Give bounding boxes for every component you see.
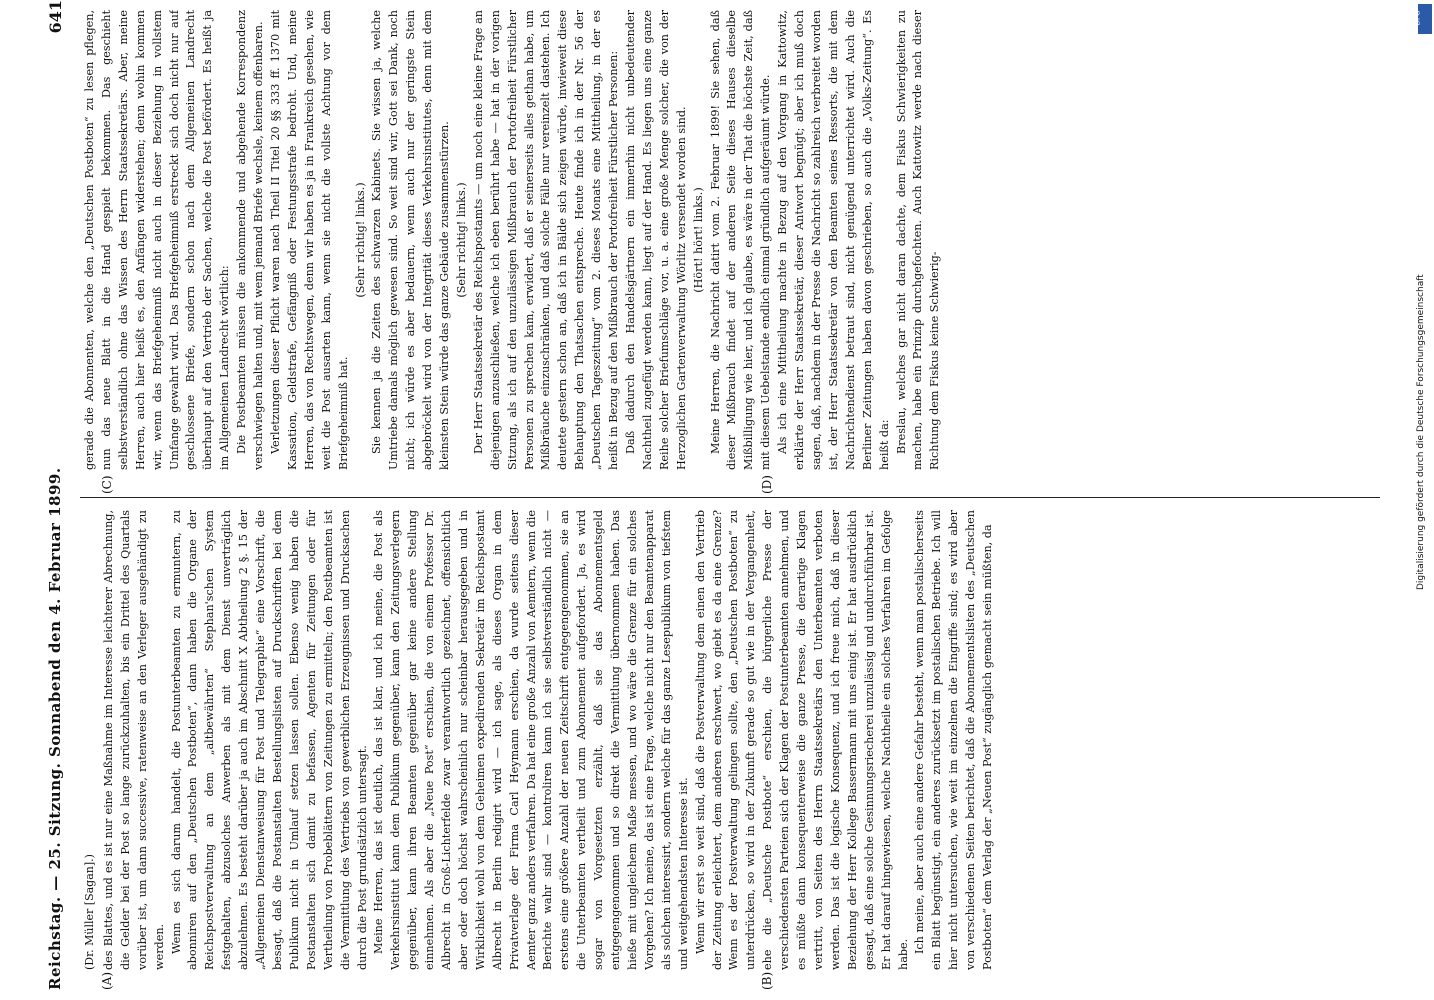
left-column [82,510,1382,970]
digitization-credit: Digitalisierung gefördert durch die Deutsche Forschungsgemeinschaft [1416,274,1426,590]
paragraph: Meine Herren, das ist deutlich, das ist klar, und ich meine, die Post als Verkehrsinstitut kann dem Publikum gegenüber, kann den Zeitungsverlegern gegenüber, kann ihren Beamten gegenüber gar keine andere Stellung einnehmen. Als aber die „Neue Post“ erschien, die von einem Professor Dr. Albrecht in Groß-Lichterfelde zwar verantwortlich gezeichnet, offensichtlich aber oder doch höchst wahrscheinlich nur scheinbar herausgegeben und in Wirklichkeit wohl von dem Geheimen expedirenden Sekretär im Reichspostamt Albrecht in Berlin redigirt wird — ich sage, als dieses Organ in dem Privatverlage der Firma Carl Heymann erschien, da wurde seitens dieser Aemter ganz anders verfahren. Da hat eine große Anzahl von Aemtern, wenn die Berichte wahr sind — kontroliren kann ich sie selbstverständlich nicht — erstens eine größere Anzahl der neuen Zeitschrift entgegengenommen, sie an die Unterbeamten vertheilt und zum Abonnement aufgefordert. Ja, es wird sogar von Vorgesetzten erzählt, daß sie das Abonnementsgeld entgegengenommen und so direkt die Vermittlung übernommen haben. Das hieße mit ungleichem Maße messen, und wo wäre die Grenze für ein solches Vorgehen? Ich meine, das ist eine Frage, welche nicht nur den Beamtenapparat als solchen interessirt, sondern welche für das ganze Lesepublikum von tiefstem und weitgehendsten Interesse ist. [372,510,690,970]
header-title: Reichstag. — 25. Sitzung. Sonnabend den 4. Februar 1899. [46,467,64,990]
running-header [40,0,74,990]
column-divider [80,497,1380,498]
dfg-logo-badge: DFG [1418,4,1432,34]
speaker-lead: (Dr. Müller [Sagan].) [83,854,96,970]
paragraph: Wenn es sich darum handelt, die Postunterbeamten zu ermuntern, zu abonniren auf den „Deutschen Postboten“, dann haben die Organe der Reichspostverwaltung an dem „altbewährten“ Stephan'schen System festgehalten, abzusolches Anwerben als mit dem Dienst unverträglich abzulehnen. Es besteht darüber ja auch im Abschnitt X Abtheilung 2 §. 15 der „Allgemeinen Dienstanweisung für Post und Telegraphie“ eine Vorschrift, die besagt, daß die Postanstalten Bestellungslisten auf Druckschriften bei dem Publikum nicht in Umlauf setzen lassen sollen. Ebenso wenig haben die Postanstalten sich damit zu befassen, Agenten für Zeitungen oder für Vertheilung von Probeblättern von Zeitungen zu ermitteln; den Postbeamten ist die Vermittlung des Vertriebs von gewerblichen Erzeugnissen und Drucksachen durch die Post grundsätzlich untersagt. [169,510,369,970]
paragraph: Verletzungen dieser Pflicht waren nach Theil II Titel 20 §§ 333 ff. 1370 mit Kassation, Geldstrafe, Gefängniß oder Festungsstrafe bedroht. Und, meine Herren, das von Rechtswegen, denn wir haben es ja in Frankreich gesehen, wie weit die Post ausarten kann, wenn sie nicht die vollste Achtung vor dem Briefgeheimniß hat. [268,10,350,470]
interjection: (Hört! hört! links.) [691,187,705,293]
page-number: 641 [46,0,65,34]
quotation: Daß dadurch den Handelsgärtnern ein immerhin nicht unbedeutender Nachtheil zugefügt werden kann, liegt auf der Hand. Es liegen uns eine ganze Reihe solcher Briefumschläge vor, u. a. eine große Menge solcher, die von der Herzoglichen Gartenverwaltung Wörlitz versendet worden sind. [624,10,688,470]
right-column [82,10,1382,470]
margin-marker-c: (C) [100,475,114,494]
interjection: (Sehr richtig! links.) [353,182,367,298]
quotation: Breslau, welches gar nicht daran dachte, dem Fiskus Schwierigkeiten zu machen, habe ein Prinzip durchgefochten. Auch Kattowitz werde nach dieser Richtung dem Fiskus keine Schwierig- [894,10,942,470]
paragraph: gerade die Abonnenten, welche den „Deutschen Postboten“ zu lesen pflegen, nun das neue Blatt in die Hand gespielt bekommen. Das geschieht selbstverständlich ohne das Wissen des Herrn Staatssekretärs. Aber, meine Herren, auch hier heißt es, den Anfängen widerstehen; denn wohin kommen wir, wenn das Briefgeheimniß nicht auch in dieser Beziehung in vollstem Umfange gewahrt wird. Das Briefgeheimniß erstreckt sich doch nicht nur auf geschlossene Briefe, sondern schon nach dem Allgemeinen Landrecht überhaupt auf den Vertrieb der Sachen, welche die Post befördert. Es heißt ja im Allgemeinen Landrecht wörtlich: [83,10,232,470]
margin-marker-b: (B) [760,971,774,990]
paragraph: Als ich eine Mittheilung machte in Bezug auf den Vorgang in Kattowitz, erklärte der Herr Staatssekretär, dieser Antwort begnügt; aber ich muß doch sagen, daß, nachdem in der Presse die Nachricht so zahlreich verbreitet worden ist, der Herr Staatssekretär von den Beamten seines Ressorts, die mit dem Nachrichtendienst betraut sind, nicht genügend unterrichtet wird. Auch die Berliner Zeitungen haben davon geschrieben, so auch die „Volks-Zeitung“. Es heißt da: [776,10,891,470]
paragraph: Wenn wir erst so weit sind, daß die Postverwaltung dem einen den Vertrieb der Zeitung erleichtert, dem anderen erschwert, wo giebt es da eine Grenze? Wenn es der Postverwaltung gelingen sollte, den „Deutschen Postboten“ zu unterdrücken, so wird in der Zukunft gerade so gut wie in der Vergangenheit, ehe die „Deutsche Postbote“ erschien, die bürgerliche Presse der verschiedensten Parteien sich der Klagen der Postunterbeamten annehmen, und es müßte dann konsequenterweise die ganze Presse, die derartige Klagen vertritt, von Seiten des Herrn Staatssekretärs den Unterbeamten verboten werden. Das ist die logische Konsequenz, und ich freue mich, daß in dieser Beziehung der Herr Kollege Bassermann mit uns einig ist. Er hat ausdrücklich gesagt, daß eine solche Gesinnungsriecherei unzulässig und undurchführbar ist. Er hat darauf hingewiesen, welche Nachtheile ein solches Verfahren im Gefolge habe. [693,510,910,970]
paragraph: Meine Herren, die Nachricht datirt vom 2. Februar 1899! Sie sehen, daß dieser Mißbrauch findet auf der anderen Seite dieses Hauses dieselbe Mißbilligung wie hier, und ich glaube, es wäre in der That die höchste Zeit, daß mit diesem Uebelstande endlich einmal gründlich aufgeräumt würde. [708,10,773,470]
paragraph: Ich meine, aber auch eine andere Gefahr besteht, wenn man postalischerseits ein Blatt begünstigt, ein anderes zurücksetzt im postalischen Betriebe. Ich will hier nicht untersuchen, wie weit im einzelnen die Eingriffe sind; es wird aber von verschiedenen Seiten berichtet, daß die Abonnementslisten des „Deutschen Postboten“ dem Verlag der „Neuen Post“ zugänglich gemacht sein müßten, da [913,510,995,970]
interjection: (Sehr richtig! links.) [454,182,468,298]
paragraph: Sie kennen ja die Zeiten des schwarzen Kabinets. Sie wissen ja, welche Umtriebe damals möglich gewesen sind. So weit sind wir, Gott sei Dank, noch nicht; ich würde es aber bedauern, wenn auch nur der geringste Stein abgebröckelt wird von der Integrität dieses Verkehrsinstitutes, denn mit dem kleinsten Stein würde das ganze Gebäude zusammenstürzen. [370,10,452,470]
margin-marker-a: (A) [100,971,114,990]
paragraph: des Blattes, und es ist nur eine Maßnahme im Interesse leichterer Abrechnung, die Gelder bei der Post so lange zurückzuhalten, bis ein Drittel des Quartals vorüber ist, um dann successive, ratenweise an den Verleger ausgehändigt zu werden. [101,510,166,970]
margin-marker-d: (D) [760,475,774,494]
quotation: Die Postbeamten müssen die ankommende und abgehende Korrespondenz verschwiegen halten und, mit wem jemand Briefe wechsle, keinem offenbaren. [235,10,266,470]
paragraph: Der Herr Staatssekretär des Reichspostamts — um noch eine kleine Frage an diejenigen anzuschließen, welche ich eben berührt habe — hat in der vorigen Sitzung, als ich auf den unzulässigen Mißbrauch der Portofreiheit Fürstlicher Personen zu sprechen kam, erwidert, daß er seinerseits alles gethan habe, um Mißbräuche einzuschränken, und daß solche Fälle nur vereinzelt dastehen. Ich deutete gestern schon an, daß ich in Bälde sich zeigen würde, inwieweit diese Behauptung den Thatsachen entspreche. Heute finde ich in der Nr. 56 der „Deutschen Tageszeitung“ vom 2. dieses Monats eine Mittheilung, in der es heißt in Bezug auf den Mißbrauch der Portofreiheit Fürstlicher Personen: [471,10,621,470]
